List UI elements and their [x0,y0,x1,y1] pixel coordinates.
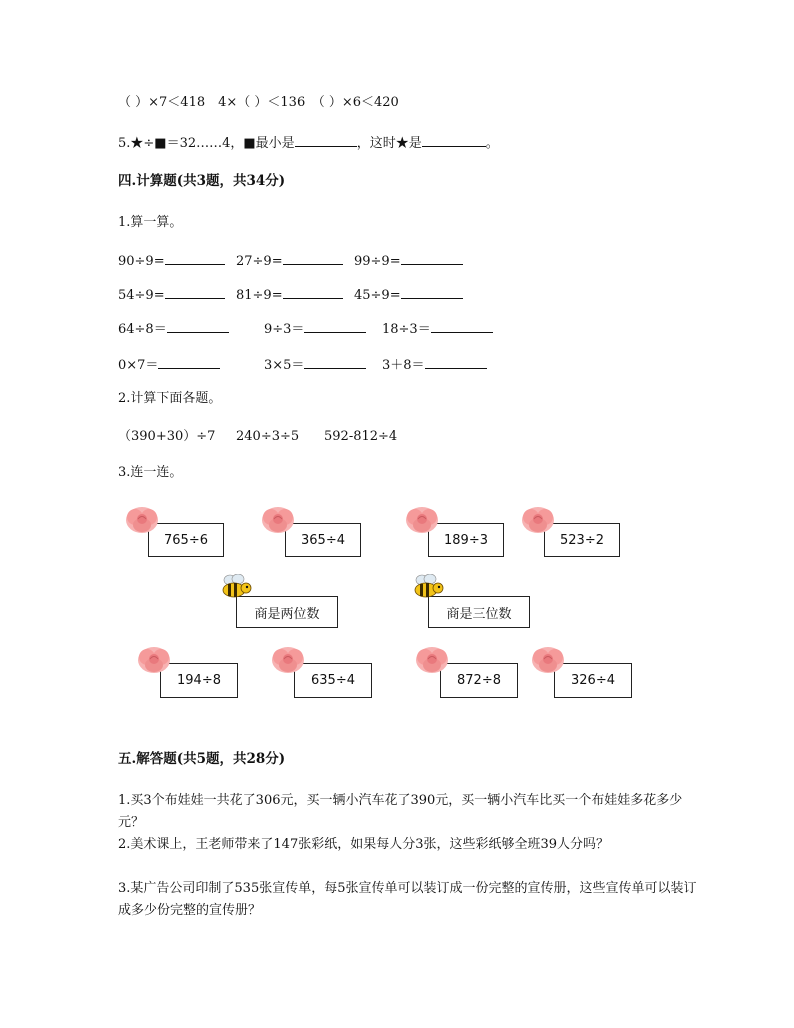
division-box[interactable]: 365÷4 [285,523,361,557]
word-problem-3: 3.某广告公司印制了535张宣传单，每5张宣传单可以装订成一份完整的宣传册，这些宣传单可以装订成多少份完整的宣传册？ [118,881,697,918]
calc-item: 81÷9= [236,284,343,305]
expression: 592-812÷4 [324,429,398,444]
compare-row: （ ）×7＜418 4×（ ）＜136 （ ）×6＜420 [118,95,399,110]
two-digit-quotient-box[interactable]: 商是两位数 [236,596,338,628]
q5-prefix: 5.★÷■＝32……4，■最小是 [118,136,295,151]
rose-flower-icon [404,505,440,535]
calc-item: 45÷9= [354,284,463,305]
question-5 [118,132,499,153]
bee-icon [410,574,444,600]
calc-item: 3×5＝ [264,354,366,375]
rose-flower-icon [124,505,160,535]
calc-item: 3＋8＝ [382,354,487,375]
word-problem-2: 2.美术课上，王老师带来了147张彩纸，如果每人分3张，这些彩纸够全班39人分吗？ [118,837,610,852]
rose-flower-icon [260,505,296,535]
answer-blank[interactable] [304,318,366,333]
division-box[interactable]: 194÷8 [160,663,238,698]
answer-blank[interactable] [165,250,225,265]
answer-blank[interactable] [304,354,366,369]
calc-item: 27÷9= [236,250,343,271]
expression: 240÷3÷5 [236,429,300,444]
division-box[interactable]: 872÷8 [440,663,518,698]
division-box[interactable]: 326÷4 [554,663,632,698]
answer-blank[interactable] [431,318,493,333]
three-digit-quotient-box[interactable]: 商是三位数 [428,596,530,628]
section-4-title: 四.计算题(共3题，共34分) [118,173,286,189]
division-box[interactable]: 523÷2 [544,523,620,557]
section-5-title: 五.解答题(共5题，共28分) [118,751,286,767]
division-box[interactable]: 635÷4 [294,663,372,698]
answer-blank[interactable] [283,250,343,265]
answer-blank[interactable] [425,354,487,369]
answer-blank[interactable] [167,318,229,333]
calc-item: 99÷9= [354,250,463,271]
rose-flower-icon [414,645,450,675]
rose-flower-icon [520,505,556,535]
answer-blank[interactable] [401,250,463,265]
rose-flower-icon [530,645,566,675]
calc-item: 54÷9= [118,284,225,305]
s4-q3-label: 3.连一连。 [118,465,183,480]
rose-flower-icon [136,645,172,675]
q5-blank-2[interactable] [422,132,486,147]
q5-blank-1[interactable] [295,132,357,147]
calc-item: 0×7＝ [118,354,220,375]
q5-end: 。 [485,136,499,151]
answer-blank[interactable] [283,284,343,299]
s4-q1-label: 1.算一算。 [118,215,183,230]
calc-item: 9÷3＝ [264,318,366,339]
s4-q2-label: 2.计算下面各题。 [118,391,222,406]
rose-flower-icon [270,645,306,675]
answer-blank[interactable] [401,284,463,299]
division-box[interactable]: 765÷6 [148,523,224,557]
answer-blank[interactable] [165,284,225,299]
word-problem-1: 1.买3个布娃娃一共花了306元，买一辆小汽车花了390元，买一辆小汽车比买一个布娃娃多花多少元？ [118,793,683,830]
division-box[interactable]: 189÷3 [428,523,504,557]
calc-item: 90÷9= [118,250,225,271]
q5-mid: ，这时★是 [356,136,422,151]
bee-icon [218,574,252,600]
calc-item: 64÷8＝ [118,318,229,339]
answer-blank[interactable] [158,354,220,369]
expression: （390+30）÷7 [118,429,216,444]
calc-item: 18÷3＝ [382,318,493,339]
